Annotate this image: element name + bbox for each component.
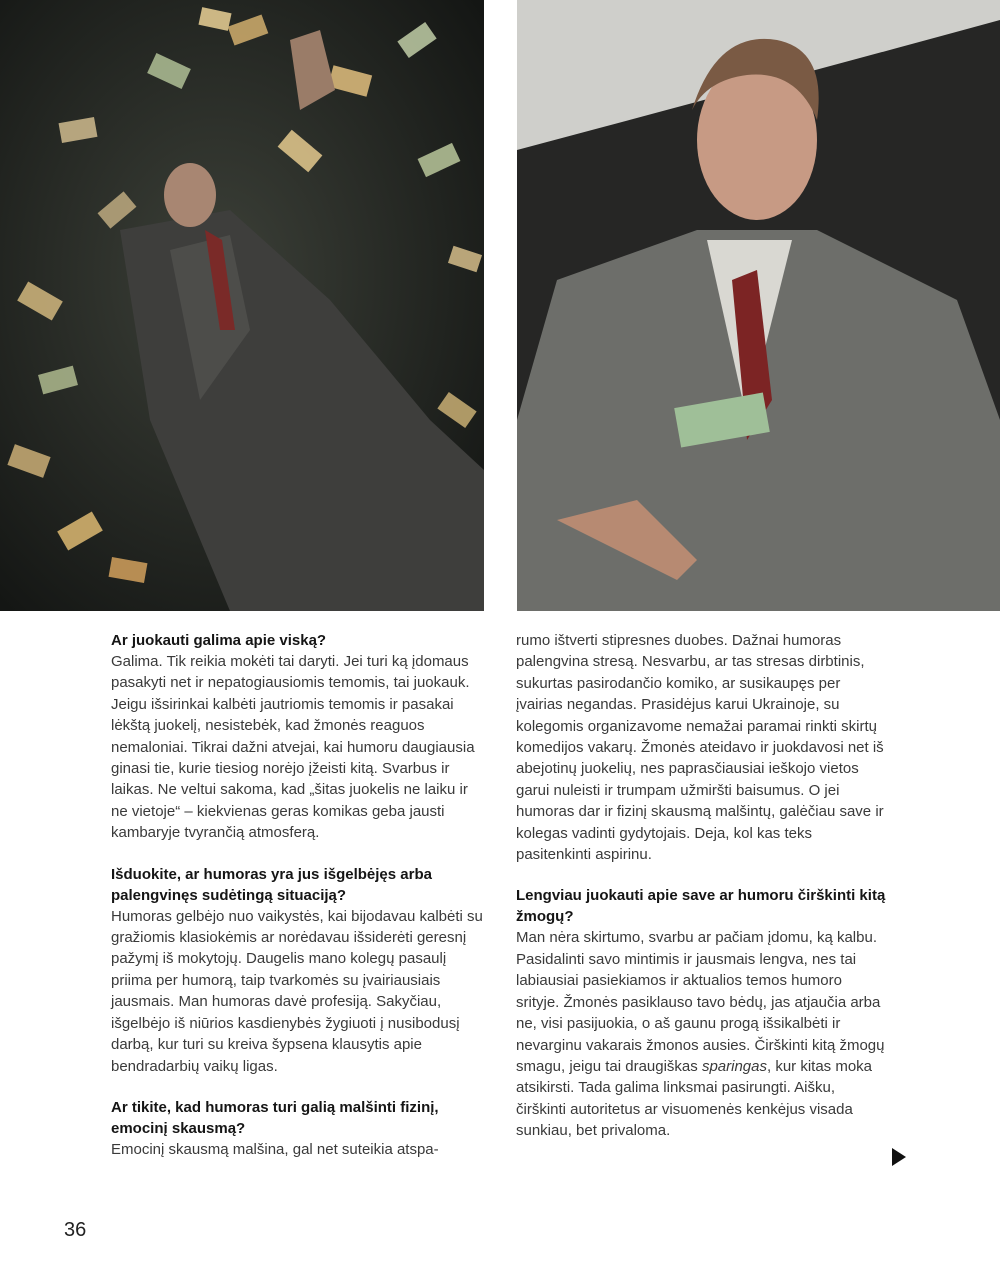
answer-paragraph: Emocinį skausmą malšina, gal net suteikia atspa- bbox=[111, 1140, 439, 1158]
answer-paragraph bbox=[516, 927, 888, 1141]
question-heading: Lengviau juokauti apie save ar humoru čirškinti kitą žmogų? bbox=[516, 887, 886, 926]
page-number: 36 bbox=[64, 1219, 87, 1241]
answer-text: Man nėra skirtumo, svarbu ar pačiam įdomu, ką kalbu. Pasidalinti savo mintimis ir jausmais lengva, nes tai labiausiai pasiekiamos ir aktualios temos humoro srityje. Žmonės pasiklauso tavo bėdų, jas atjaučia arba ne, visi pasijuokia, o aš gaunu progą išsikalbėti ir nevarginu vakarais žmonos ausies. Čirškinti kitą žmogų smagu, jeigu tai draugiškas bbox=[516, 929, 885, 1075]
photo-man-lying-in-money bbox=[0, 0, 484, 611]
italic-term: sparingas bbox=[701, 1057, 767, 1075]
left-text-column bbox=[111, 630, 483, 1160]
photo-man-sitting bbox=[517, 0, 1000, 611]
answer-paragraph: Humoras gelbėjo nuo vaikystės, kai bijodavau kalbėti su gražiomis klasiokėmis ar norėdavau išsiderėti geresnį pažymį iš mokytojų. Daugelis mano kolegų pasaulį priima per humorą, taip tvarkomės su įvairiausiais jausmais. Man humoras davė profesiją. Sakyčiau, išgelbėjo iš niūrios kasdienybės žygiuoti į nusibodusį darbą, kur turi su kreiva šypsena klausytis apie bendradarbių vaikų ligas. bbox=[111, 907, 483, 1075]
question-heading: Ar tikite, kad humoras turi galią malšinti fizinį, emocinį skausmą? bbox=[111, 1098, 439, 1137]
question-heading: Išduokite, ar humoras yra jus išgelbėjęs arba palengvinęs sudėtingą situaciją? bbox=[111, 865, 432, 904]
right-text-column bbox=[516, 630, 888, 1142]
answer-paragraph: Galima. Tik reikia mokėti tai daryti. Jei turi ką įdomaus pasakyti net ir nepatogiausiomis temomis, tai juokauk. Jeigu išsirinkai kalbėti jautriomis temomis ir pasakai lėkštą juokelį, nesistebėk, kad žmonės reaguos nemaloniai. Tikrai dažni atvejai, kai humoru daugiausia ginasi tie, kurie tiesiog norėjo įžeisti kitą. Svarbus ir laikas. Ne veltui sakoma, kad „šitas juokelis ne laiku ir ne vietoje“ – kiekvienas geras komikas geba jausti kambaryje tvyrančią atmosferą. bbox=[111, 653, 475, 842]
continued-paragraph: rumo ištverti stipresnes duobes. Dažnai humoras palengvina stresą. Nesvarbu, ar tas stresas dirbtinis, sukurtas pasirodančio komiko, ar susikaupęs per įvairias negandas. Prasidėjus karui Ukrainoje, su kolegomis organizavome nemažai paramai rinkti skirtų komedijos vakarų. Žmonės ateidavo ir juokdavosi net iš abejotinų juokelių, nes paprasčiausiai ieškojo vietos garui nuleisti ir trumpam užmiršti baisumus. O jei humoras dar ir fizinį skausmą malšintų, galėčiau save ir kolegas vadinti gydytojais. Deja, kol kas teks pasitenkinti aspirinu. bbox=[516, 632, 884, 864]
question-heading: Ar juokauti galima apie viską? bbox=[111, 632, 327, 649]
answer-text-end: , kur kitas moka atsikirsti. Tada galima linksmai pasirungti. Aišku, čirškinti autoritetus ar visuomenės kenkėjus visada sunkiau, bet privaloma. bbox=[516, 1057, 873, 1140]
triangle-right-icon bbox=[891, 1148, 907, 1166]
